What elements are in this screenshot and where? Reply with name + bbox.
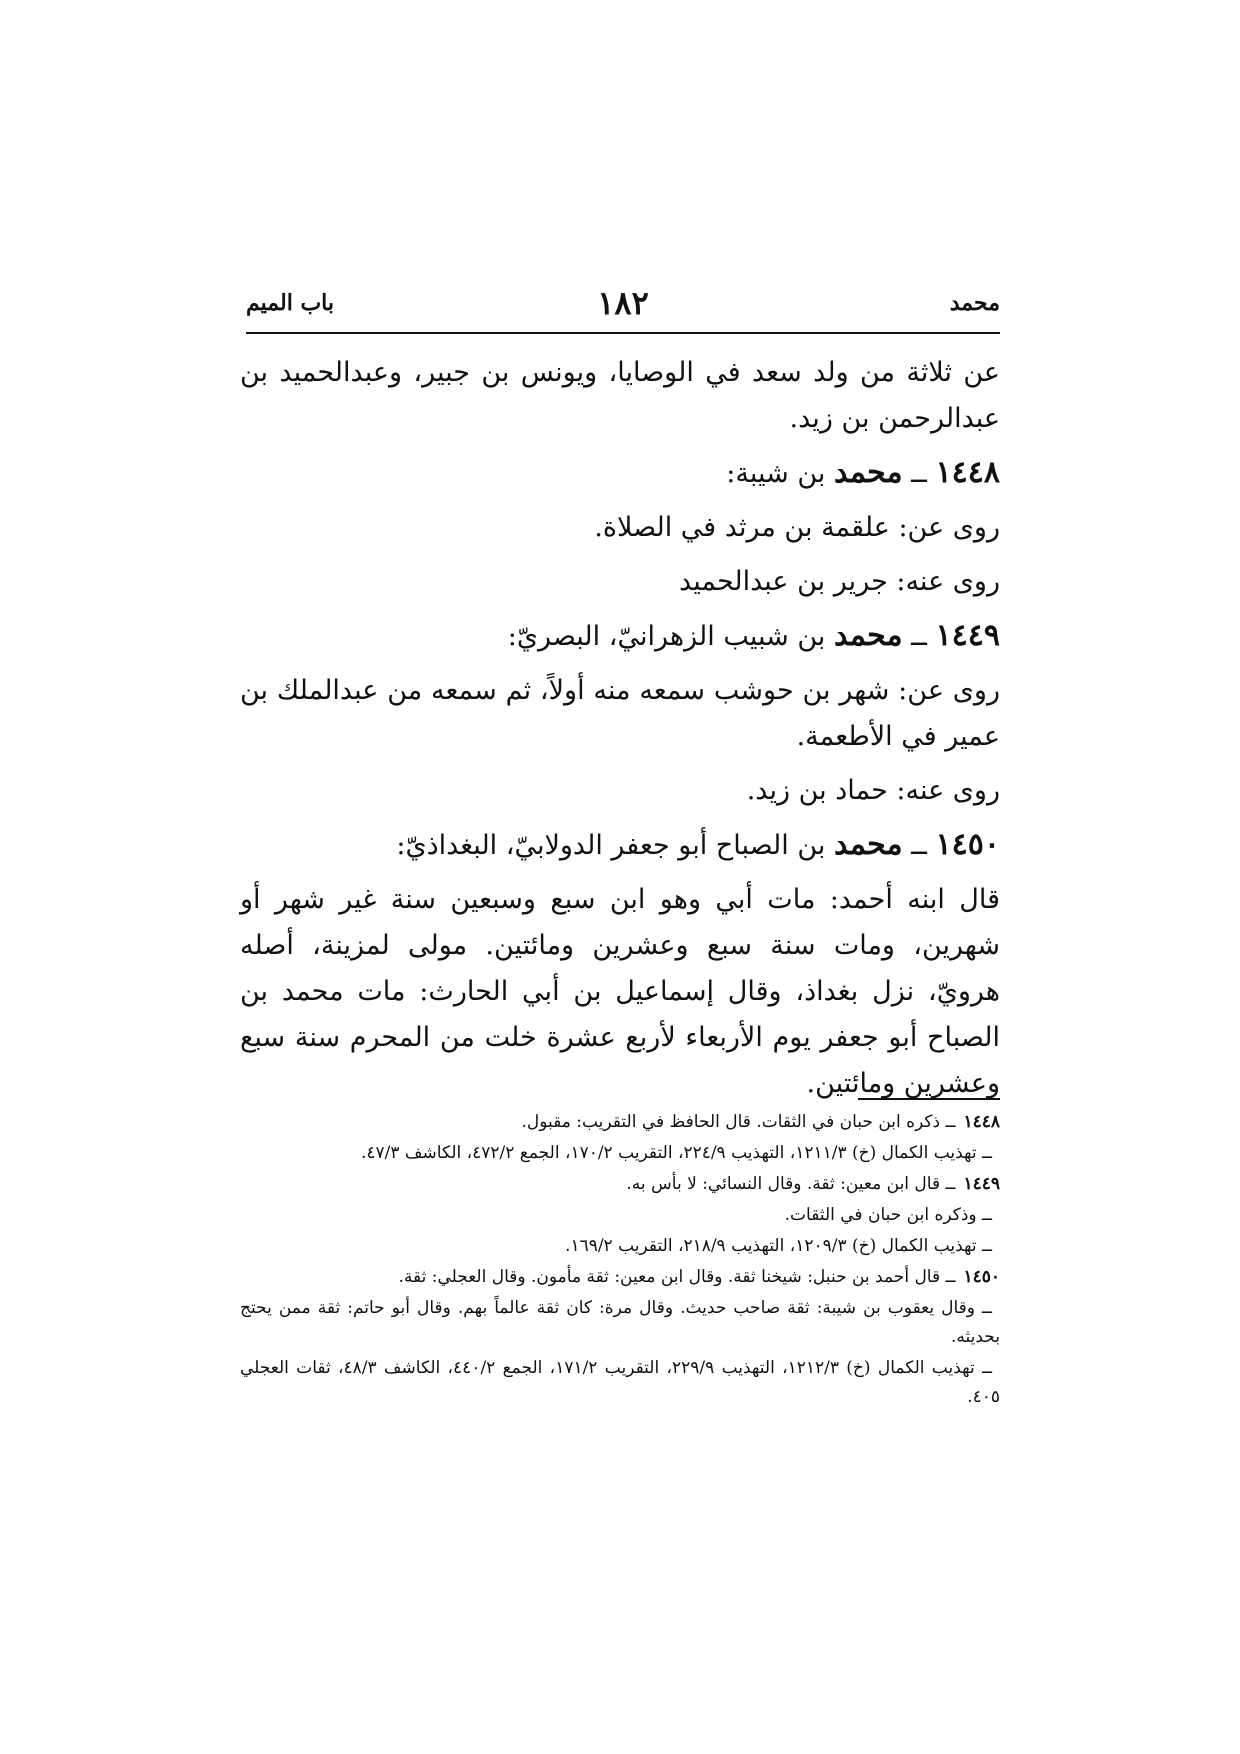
chapter-title: باب الميم xyxy=(246,290,335,316)
entry-name: محمد xyxy=(834,618,903,653)
footnote xyxy=(240,1139,1000,1168)
entry-line: روى عنه: حماد بن زيد. xyxy=(746,775,1000,806)
footnote-separator xyxy=(858,1098,1000,1100)
footnote xyxy=(240,1201,1000,1230)
entry-number: ١٤٤٨ xyxy=(935,455,1000,490)
entry-line: روى عن: شهر بن حوشب سمعه منه أولاً، ثم سمعه من عبدالملك بن عمير في الأطعمة. xyxy=(240,675,1000,752)
entry-number: ١٤٤٩ xyxy=(935,618,1000,653)
entry-dash: ــ xyxy=(911,830,927,861)
entry-heading xyxy=(240,613,1000,660)
entry-line: قال ابنه أحمد: مات أبي وهو ابن سبع وسبعين سنة غير شهر أو شهرين، ومات سنة سبع وعشرين ومائتين. مولى لمزينة، أصله هرويّ، نزل بغداذ، وقال إسماعيل بن أبي الحارث: مات محمد بن الصباح أبو جعفر يوم الأربعاء لأربع عشرة خلت من المحرم سنة سبع وعشرين ومائتين. xyxy=(240,884,1000,1099)
entry-name: محمد xyxy=(834,827,903,862)
footnote-text: ــ وذكره ابن حبان في الثقات. xyxy=(784,1205,992,1225)
footnote-text: ــ قال أحمد بن حنبل: شيخنا ثقة. وقال ابن معين: ثقة مأمون. وقال العجلي: ثقة. xyxy=(398,1267,956,1287)
entry-name: محمد xyxy=(834,455,903,490)
footnote-text: ــ تهذيب الكمال (خ) ١٢١٢/٣، التهذيب ٢٢٩/٩، التقريب ١٧١/٢، الجمع ٤٤٠/٢، الكاشف ٤٨/٣، ثقات العجلي ٤٠٥. xyxy=(240,1358,1000,1407)
footnote-text: ــ ذكره ابن حبان في الثقات. قال الحافظ في التقريب: مقبول. xyxy=(521,1112,956,1132)
entry-rest: بن شبيب الزهرانيّ، البصريّ: xyxy=(507,621,826,652)
footnote xyxy=(240,1232,1000,1261)
main-text xyxy=(240,350,1000,1115)
footnote-number: ١٤٤٩ xyxy=(963,1174,1000,1194)
footnote-text: ــ قال ابن معين: ثقة. وقال النسائي: لا بأس به. xyxy=(626,1174,956,1194)
footnote xyxy=(240,1354,1000,1412)
footnote xyxy=(240,1170,1000,1199)
continuation-paragraph: عن ثلاثة من ولد سعد في الوصايا، ويونس بن جبير، وعبدالحميد بن عبدالرحمن بن زيد. xyxy=(240,357,1000,434)
footnote-number: ١٤٥٠ xyxy=(963,1267,1000,1287)
header-title: محمد xyxy=(949,290,1000,316)
entry-1450 xyxy=(240,822,1000,1107)
running-header xyxy=(246,282,1000,334)
footnote-text: ــ تهذيب الكمال (خ) ١٢٠٩/٣، التهذيب ٢١٨/٩، التقريب ١٦٩/٢. xyxy=(565,1236,992,1256)
entry-line: روى عن: علقمة بن مرثد في الصلاة. xyxy=(594,512,1000,543)
entry-number: ١٤٥٠ xyxy=(935,827,1000,862)
footnote xyxy=(240,1263,1000,1292)
footnote-text: ــ وقال يعقوب بن شيبة: ثقة صاحب حديث. وقال مرة: كان ثقة عالماً بهم. وقال أبو حاتم: ثقة ممن يحتج بحديثه. xyxy=(240,1298,1000,1347)
entry-1448 xyxy=(240,450,1000,605)
entry-dash: ــ xyxy=(911,621,927,652)
footnote xyxy=(240,1294,1000,1352)
footnotes xyxy=(240,1108,1000,1414)
page-number: ١٨٢ xyxy=(597,284,649,322)
footnote-text: ــ تهذيب الكمال (خ) ١٢١١/٣، التهذيب ٢٢٤/٩، التقريب ١٧٠/٢، الجمع ٤٧٢/٢، الكاشف ٤٧/٣. xyxy=(360,1143,992,1163)
footnote-number: ١٤٤٨ xyxy=(963,1112,1000,1132)
entry-rest: بن شيبة: xyxy=(726,458,826,489)
entry-dash: ــ xyxy=(911,458,927,489)
entry-rest: بن الصباح أبو جعفر الدولابيّ، البغداذيّ: xyxy=(396,830,826,861)
entry-heading xyxy=(240,822,1000,869)
entry-1449 xyxy=(240,613,1000,814)
footnote xyxy=(240,1108,1000,1137)
entry-line: روى عنه: جرير بن عبدالحميد xyxy=(679,566,1000,597)
entry-heading xyxy=(240,450,1000,497)
